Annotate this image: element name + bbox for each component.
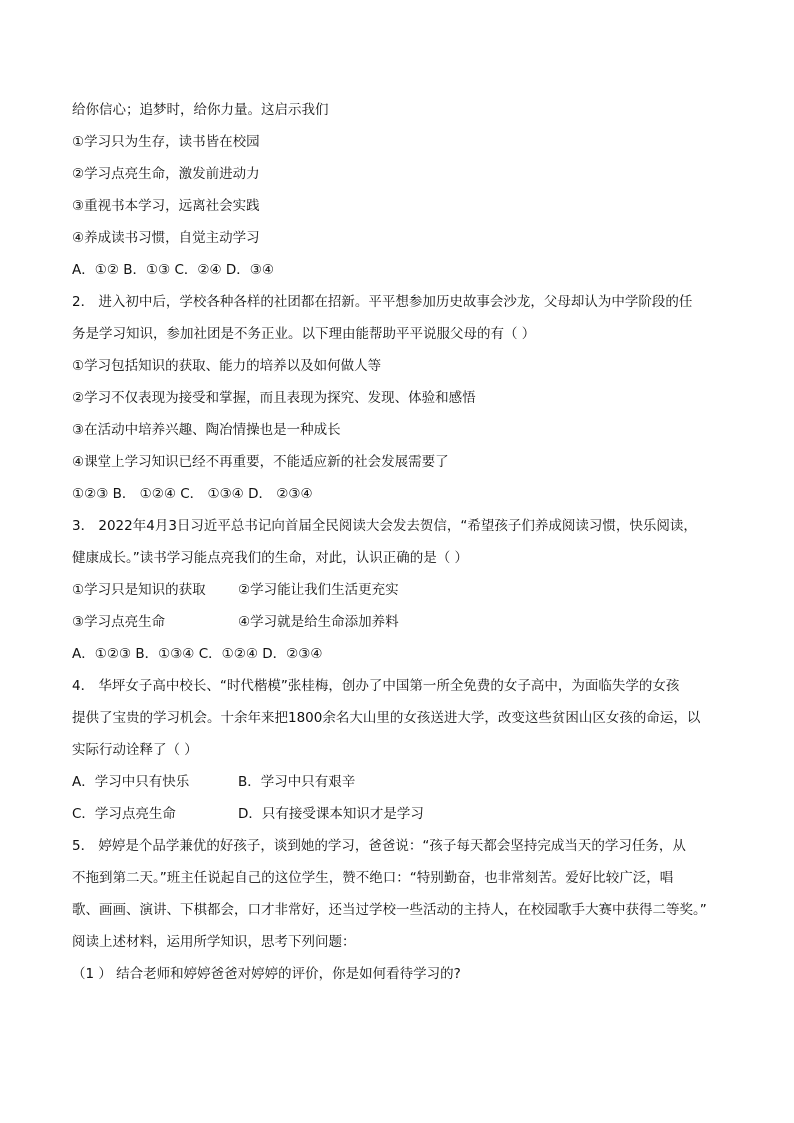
q2-choices: ①②③ B． ①②④ C． ①③④ D． ②③④ <box>72 486 313 502</box>
q5-line2: 不拖到第二天。”班主任说起自己的这位学生，赞不绝口：“特别勤奋，也非常刻苦。爱好比较广泛，唱 <box>72 870 674 886</box>
q1-option-3: ③重视书本学习，远离社会实践 <box>72 198 260 214</box>
q3-choices: A．①②③ B．①③④ C．①②④ D．②③④ <box>72 646 323 662</box>
q5-line3: 歌、画画、演讲、下棋都会，口才非常好，还当过学校一些活动的主持人，在校园歌手大赛中获得二等奖。” <box>72 902 707 918</box>
q3-stem-line1: 3． 2022年4月3日习近平总书记向首届全民阅读大会发去贺信，“希望孩子们养成阅读习惯，快乐阅读， <box>72 518 697 534</box>
q4-option-b: B．学习中只有艰辛 <box>238 774 356 790</box>
q1-choices: A．①② B．①③ C．②④ D．③④ <box>72 262 275 278</box>
q3-stem-line2: 健康成长。”读书学习能点亮我们的生命，对此，认识正确的是（ ） <box>72 550 469 566</box>
q5-line4: 阅读上述材料，运用所学知识，思考下列问题： <box>72 934 356 950</box>
q5-subquestion-1: （1 ） 结合老师和婷婷爸爸对婷婷的评价，你是如何看待学习的? <box>72 966 461 982</box>
q2-stem-line2: 务是学习知识，参加社团是不务正业。以下理由能帮助平平说服父母的有（ ） <box>72 326 536 342</box>
q4-stem-line3: 实际行动诠释了（ ） <box>72 742 198 758</box>
q2-option-1: ①学习包括知识的获取、能力的培养以及如何做人等 <box>72 358 382 374</box>
q3-option-1: ①学习只是知识的获取 <box>72 582 206 598</box>
q4-stem-line1: 4． 华坪女子高中校长、“时代楷模”张桂梅，创办了中国第一所全免费的女子高中，为面临失学的女孩 <box>72 678 680 694</box>
q1-option-1: ①学习只为生存，读书皆在校园 <box>72 134 260 150</box>
q2-stem-line1: 2． 进入初中后，学校各种各样的社团都在招新。平平想参加历史故事会沙龙，父母却认为中学阶段的任 <box>72 294 693 310</box>
q3-option-3: ③学习点亮生命 <box>72 614 166 630</box>
q2-option-3: ③在活动中培养兴趣、陶冶情操也是一种成长 <box>72 422 341 438</box>
q1-option-2: ②学习点亮生命，激发前进动力 <box>72 166 260 182</box>
q3-option-2: ②学习能让我们生活更充实 <box>238 582 399 598</box>
q1-stem-tail: 给你信心；追梦时，给你力量。这启示我们 <box>72 102 329 118</box>
q4-option-d: D．只有接受课本知识才是学习 <box>238 806 424 822</box>
q2-option-2: ②学习不仅表现为接受和掌握，而且表现为探究、发现、体验和感悟 <box>72 390 476 406</box>
q4-option-c: C．学习点亮生命 <box>72 806 176 822</box>
q4-option-a: A．学习中只有快乐 <box>72 774 190 790</box>
q3-option-4: ④学习就是给生命添加养料 <box>238 614 399 630</box>
q1-option-4: ④养成读书习惯，自觉主动学习 <box>72 230 260 246</box>
q2-option-4: ④课堂上学习知识已经不再重要，不能适应新的社会发展需要了 <box>72 454 449 470</box>
q4-stem-line2: 提供了宝贵的学习机会。十余年来把1800余名大山里的女孩送进大学，改变这些贫困山区女孩的命运，以 <box>72 710 701 726</box>
q5-line1: 5． 婷婷是个品学兼优的好孩子，谈到她的学习，爸爸说：“孩子每天都会坚持完成当天的学习任务，从 <box>72 838 686 854</box>
